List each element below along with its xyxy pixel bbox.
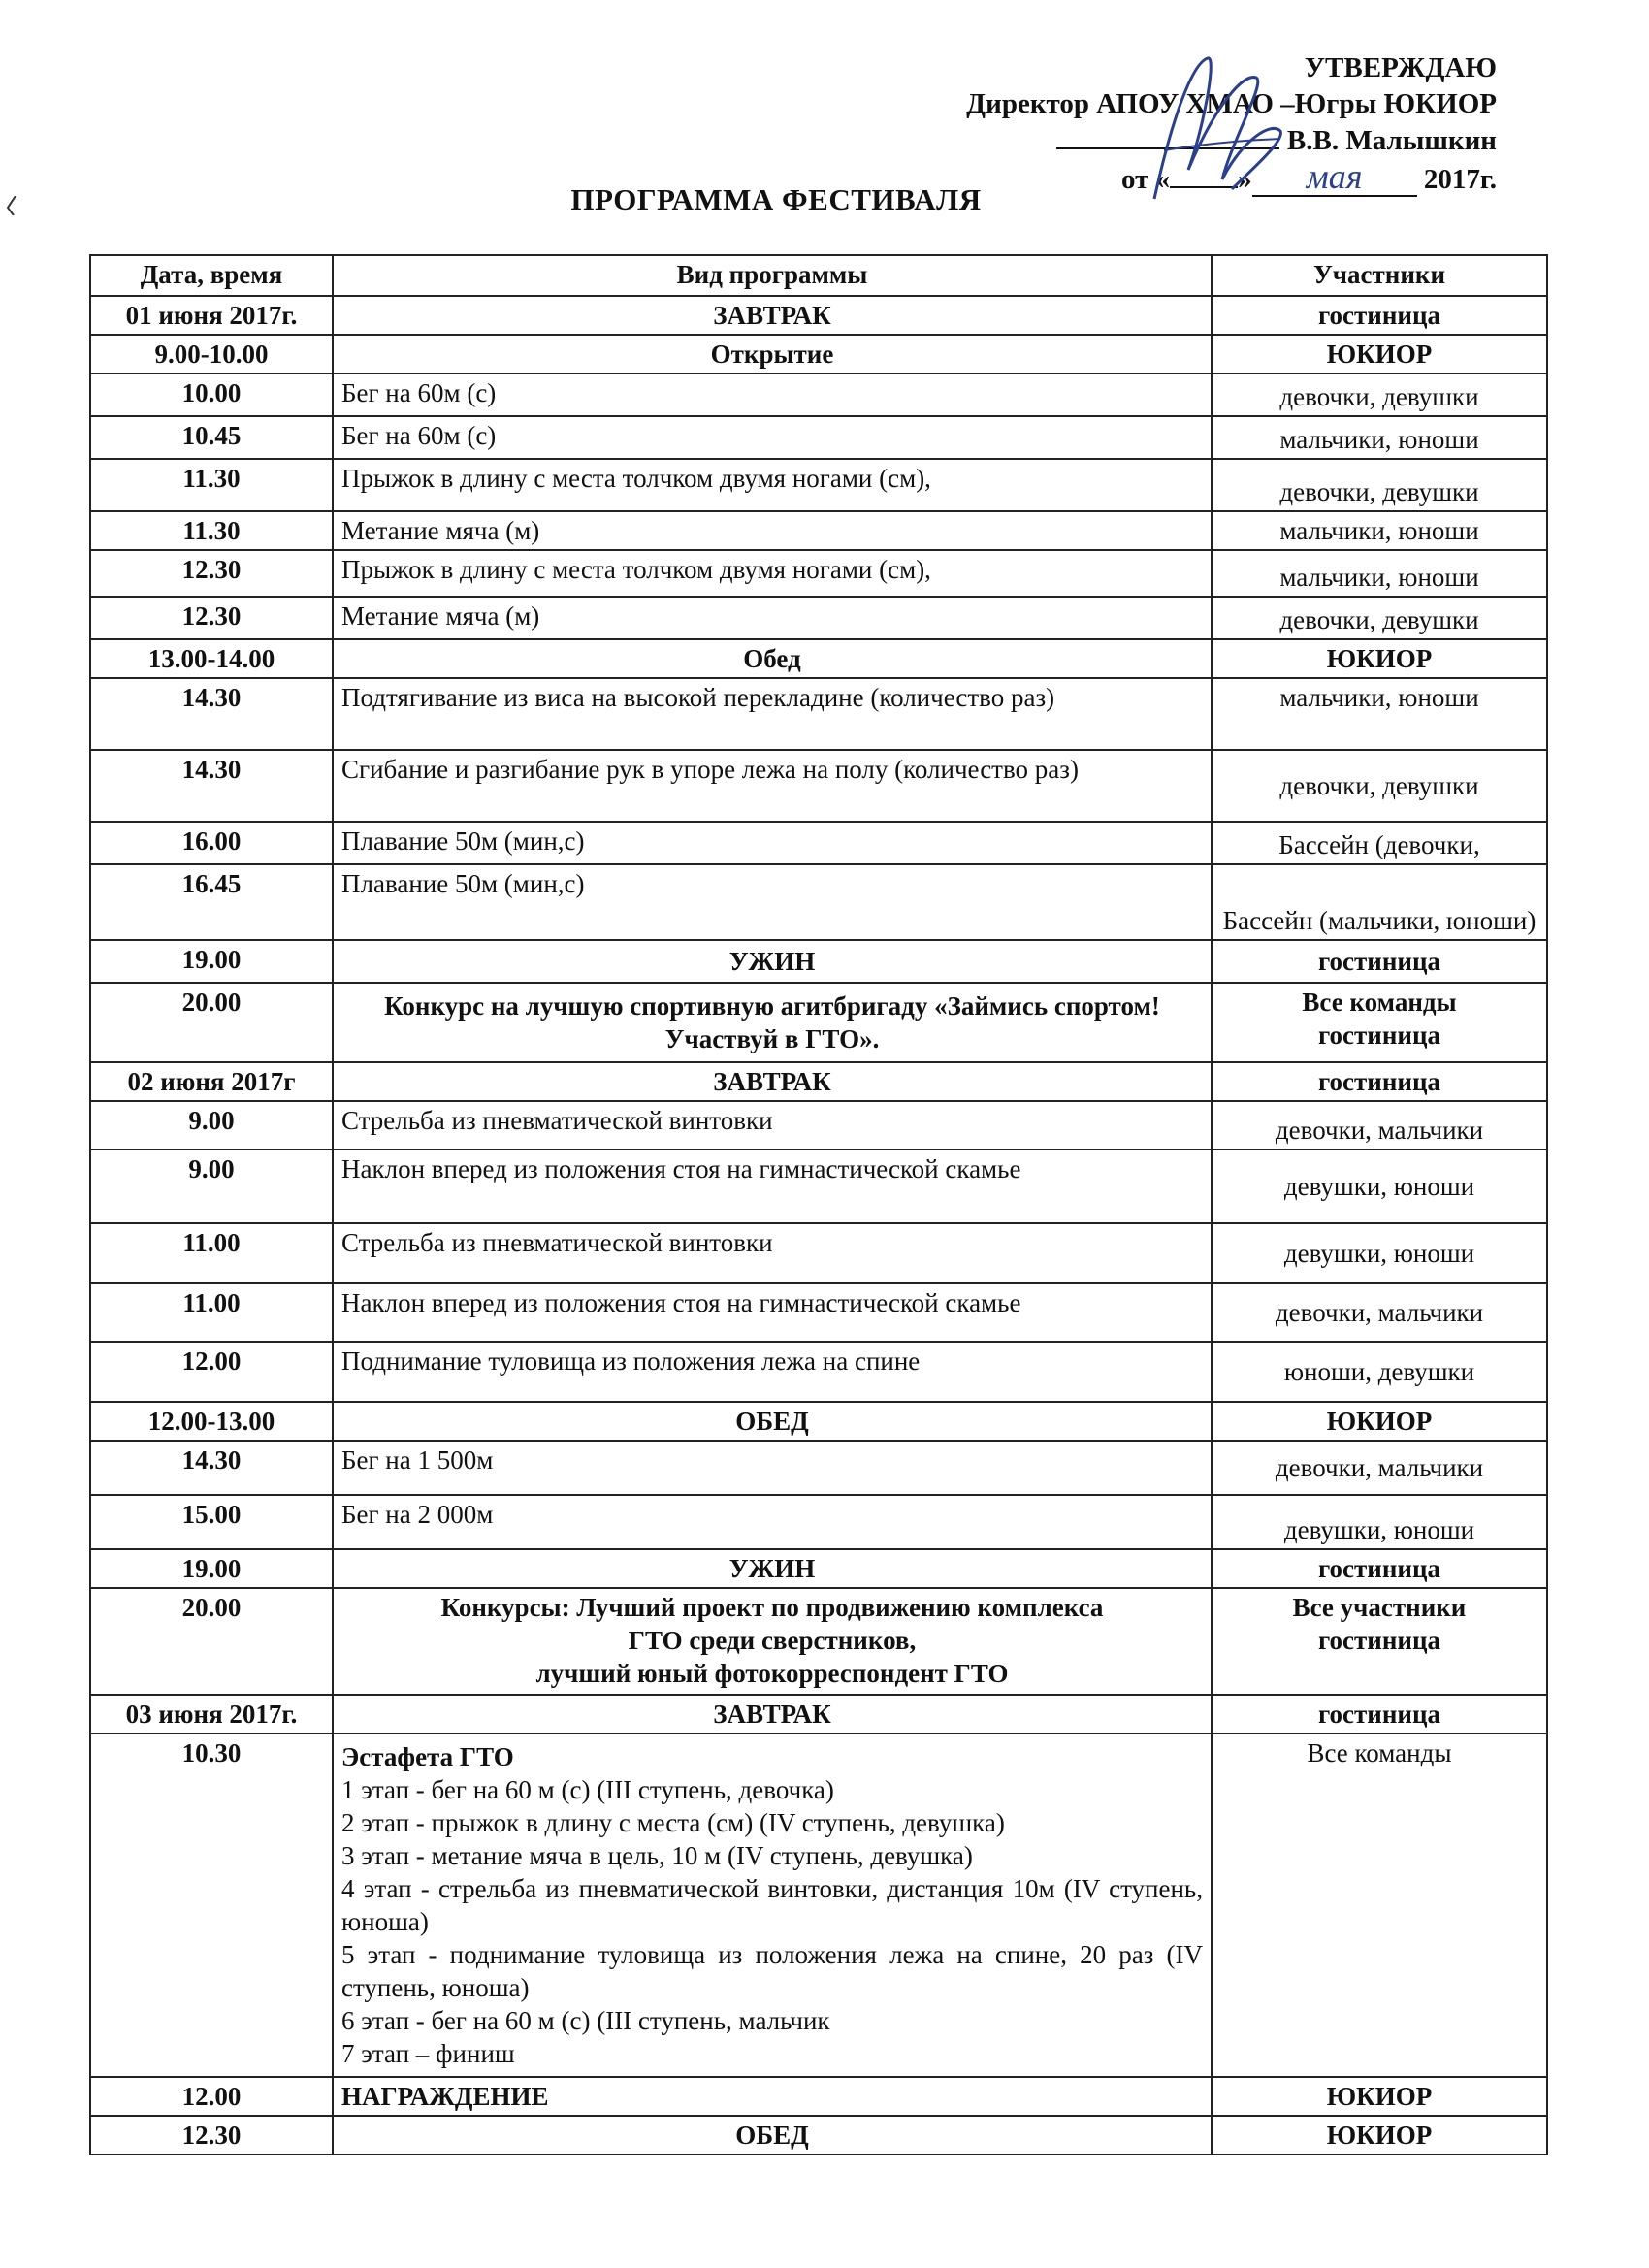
row-participants: девочки, девушки	[1212, 459, 1547, 511]
row-time: 12.30	[90, 550, 333, 597]
date-prefix: от «	[1120, 164, 1171, 195]
director-name: В.В. Малышкин	[1286, 125, 1497, 156]
relay-step: 6 этап - бег на 60 м (с) (III ступень, мальчик	[341, 2006, 830, 2035]
day2-dinner-time: 19.00	[90, 1549, 333, 1588]
row-activity: Бег на 60м (с)	[333, 416, 1212, 459]
contest-line: ГТО среди сверстников,	[628, 1626, 917, 1655]
row-participants: юноши, девушки	[1212, 1342, 1547, 1402]
approve-label: УТВЕРЖДАЮ	[1304, 52, 1497, 83]
row-participants: девочки, девушки	[1212, 597, 1547, 639]
table-row	[90, 940, 1547, 983]
director-name-line	[721, 122, 1497, 159]
row-time: 10.45	[90, 416, 333, 459]
table-row	[90, 1588, 1547, 1695]
table-row	[90, 639, 1547, 678]
table-row	[90, 597, 1547, 639]
row-participants: девушки, юноши	[1212, 1223, 1547, 1283]
day1-contest-participants	[1212, 983, 1547, 1062]
row-time: 9.00	[90, 1150, 333, 1223]
day1-contest: Конкурс на лучшую спортивную агитбригаду «Займись спортом! Участвуй в ГТО».	[333, 983, 1212, 1062]
day1-date: 01 июня 2017г.	[90, 296, 333, 335]
day1-lunch-place: ЮКИОР	[1212, 639, 1547, 678]
table-row	[90, 1495, 1547, 1549]
row-time: 12.00	[90, 1342, 333, 1402]
day3-award-time: 12.00	[90, 2077, 333, 2116]
director-title: Директор АПОУ ХМАО –Югры ЮКИОР	[966, 88, 1497, 119]
table-row	[90, 983, 1547, 1062]
relay-step: 7 этап – финиш	[341, 2039, 515, 2068]
table-row	[90, 296, 1547, 335]
day2-dinner: УЖИН	[333, 1549, 1212, 1588]
row-participants: мальчики, юноши	[1212, 511, 1547, 550]
relay-title: Эстафета ГТО	[341, 1742, 514, 1771]
relay-step: 5 этап - поднимание туловища из положения лежа на спине, 20 раз (IV ступень, юноша)	[341, 1940, 1203, 2002]
contest-line: лучший юный фотокорреспондент ГТО	[535, 1659, 1009, 1688]
row-time: 14.30	[90, 678, 333, 750]
day3-lunch-place: ЮКИОР	[1212, 2116, 1547, 2155]
table-header-row	[90, 255, 1547, 296]
row-activity: Прыжок в длину с места толчком двумя ногами (см),	[333, 459, 1212, 511]
row-activity: Плавание 50м (мин,с)	[333, 822, 1212, 864]
table-row	[90, 550, 1547, 597]
day3-breakfast-place: гостиница	[1212, 1695, 1547, 1733]
day3-relay	[333, 1733, 1212, 2077]
row-participants: девочки, девушки	[1212, 373, 1547, 416]
relay-step: 1 этап - бег на 60 м (с) (III ступень, девочка)	[341, 1775, 834, 1804]
day1-breakfast-place: гостиница	[1212, 296, 1547, 335]
row-time: 11.00	[90, 1223, 333, 1283]
day3-lunch-time: 12.30	[90, 2116, 333, 2155]
schedule-table	[89, 254, 1548, 2155]
row-time: 14.30	[90, 1441, 333, 1495]
row-activity: Метание мяча (м)	[333, 511, 1212, 550]
table-row	[90, 2116, 1547, 2155]
table-row	[90, 373, 1547, 416]
row-time: 15.00	[90, 1495, 333, 1549]
row-activity: Поднимание туловища из положения лежа на спине	[333, 1342, 1212, 1402]
day1-dinner-place: гостиница	[1212, 940, 1547, 983]
contest-participants-line: Все участники	[1292, 1593, 1467, 1622]
day3-award: НАГРАЖДЕНИЕ	[333, 2077, 1212, 2116]
table-row	[90, 416, 1547, 459]
day3-breakfast: ЗАВТРАК	[333, 1695, 1212, 1733]
row-participants: девочки, мальчики	[1212, 1101, 1547, 1150]
day2-contest	[333, 1588, 1212, 1695]
day3-relay-participants: Все команды	[1212, 1733, 1547, 2077]
table-row	[90, 511, 1547, 550]
row-time: 10.00	[90, 373, 333, 416]
table-row	[90, 1150, 1547, 1223]
day1-opening: Открытие	[333, 335, 1212, 373]
header-participants: Участники	[1212, 255, 1547, 296]
header-datetime: Дата, время	[90, 255, 333, 296]
day1-dinner: УЖИН	[333, 940, 1212, 983]
row-activity: Бег на 60м (с)	[333, 373, 1212, 416]
row-activity: Подтягивание из виса на высокой перекладине (количество раз)	[333, 678, 1212, 750]
table-row	[90, 1223, 1547, 1283]
table-row	[90, 864, 1547, 940]
table-row	[90, 2077, 1547, 2116]
row-time: 11.30	[90, 459, 333, 511]
row-time: 11.00	[90, 1283, 333, 1342]
day1-opening-place: ЮКИОР	[1212, 335, 1547, 373]
header-program: Вид программы	[333, 255, 1212, 296]
row-activity: Метание мяча (м)	[333, 597, 1212, 639]
day2-date: 02 июня 2017г	[90, 1062, 333, 1101]
day2-contest-participants	[1212, 1588, 1547, 1695]
table-row	[90, 1441, 1547, 1495]
day1-dinner-time: 19.00	[90, 940, 333, 983]
row-participants: девушки, юноши	[1212, 1495, 1547, 1549]
row-time: 14.30	[90, 750, 333, 822]
day1-breakfast: ЗАВТРАК	[333, 296, 1212, 335]
day1-contest-time: 20.00	[90, 983, 333, 1062]
day3-award-place: ЮКИОР	[1212, 2077, 1547, 2116]
day2-lunch-place: ЮКИОР	[1212, 1402, 1547, 1441]
contest-participants-line: Все команды	[1302, 988, 1457, 1017]
relay-step: 3 этап - метание мяча в цель, 10 м (IV ступень, девушка)	[341, 1841, 973, 1870]
relay-step: 2 этап - прыжок в длину с места (см) (IV ступень, девушка)	[341, 1808, 1005, 1837]
row-participants: Бассейн (мальчики, юноши)	[1212, 864, 1547, 940]
table-row	[90, 1101, 1547, 1150]
day2-dinner-place: гостиница	[1212, 1549, 1547, 1588]
row-activity: Прыжок в длину с места толчком двумя ногами (см),	[333, 550, 1212, 597]
day3-date: 03 июня 2017г.	[90, 1695, 333, 1733]
table-row	[90, 1695, 1547, 1733]
row-activity: Бег на 1 500м	[333, 1441, 1212, 1495]
table-row	[90, 678, 1547, 750]
table-row	[90, 459, 1547, 511]
scan-mark-icon	[6, 196, 19, 215]
row-participants: мальчики, юноши	[1212, 678, 1547, 750]
row-activity: Наклон вперед из положения стоя на гимнастической скамье	[333, 1150, 1212, 1223]
row-participants: девочки, мальчики	[1212, 1441, 1547, 1495]
row-time: 16.45	[90, 864, 333, 940]
table-row	[90, 1733, 1547, 2077]
day2-breakfast: ЗАВТРАК	[333, 1062, 1212, 1101]
row-participants: Бассейн (девочки,	[1212, 822, 1547, 864]
approval-block	[721, 50, 1497, 198]
day3-lunch: ОБЕД	[333, 2116, 1212, 2155]
day1-lunch: Обед	[333, 639, 1212, 678]
row-activity: Сгибание и разгибание рук в упоре лежа на полу (количество раз)	[333, 750, 1212, 822]
day2-contest-time: 20.00	[90, 1588, 333, 1695]
row-time: 9.00	[90, 1101, 333, 1150]
row-activity: Бег на 2 000м	[333, 1495, 1212, 1549]
table-row	[90, 1402, 1547, 1441]
row-activity: Наклон вперед из положения стоя на гимнастической скамье	[333, 1283, 1212, 1342]
table-row	[90, 750, 1547, 822]
row-activity: Стрельба из пневматической винтовки	[333, 1223, 1212, 1283]
day1-opening-time: 9.00-10.00	[90, 335, 333, 373]
day1-lunch-time: 13.00-14.00	[90, 639, 333, 678]
table-row	[90, 1549, 1547, 1588]
day2-lunch-time: 12.00-13.00	[90, 1402, 333, 1441]
row-participants: девушки, юноши	[1212, 1150, 1547, 1223]
row-time: 11.30	[90, 511, 333, 550]
day3-relay-time: 10.30	[90, 1733, 333, 2077]
table-row	[90, 1062, 1547, 1101]
row-participants: мальчики, юноши	[1212, 416, 1547, 459]
table-row	[90, 1342, 1547, 1402]
row-participants: мальчики, юноши	[1212, 550, 1547, 597]
day2-lunch: ОБЕД	[333, 1402, 1212, 1441]
contest-line: Конкурсы: Лучший проект по продвижению комплекса	[440, 1593, 1104, 1622]
date-month: мая	[1252, 159, 1417, 197]
day2-breakfast-place: гостиница	[1212, 1062, 1547, 1101]
contest-place-line: гостиница	[1317, 1626, 1441, 1655]
row-time: 16.00	[90, 822, 333, 864]
contest-place-line: гостиница	[1317, 1021, 1441, 1050]
row-activity: Плавание 50м (мин,с)	[333, 864, 1212, 940]
table-row	[90, 335, 1547, 373]
table-row	[90, 822, 1547, 864]
row-activity: Стрельба из пневматической винтовки	[333, 1101, 1212, 1150]
date-year: 2017г.	[1423, 164, 1497, 195]
date-mid: »	[1238, 164, 1252, 195]
row-participants: девочки, мальчики	[1212, 1283, 1547, 1342]
relay-step: 4 этап - стрельба из пневматической винтовки, дистанция 10м (IV ступень, юноша)	[341, 1874, 1203, 1936]
page-title: ПРОГРАММА ФЕСТИВАЛЯ	[570, 182, 982, 216]
table-row	[90, 1283, 1547, 1342]
row-participants: девочки, девушки	[1212, 750, 1547, 822]
row-time: 12.30	[90, 597, 333, 639]
